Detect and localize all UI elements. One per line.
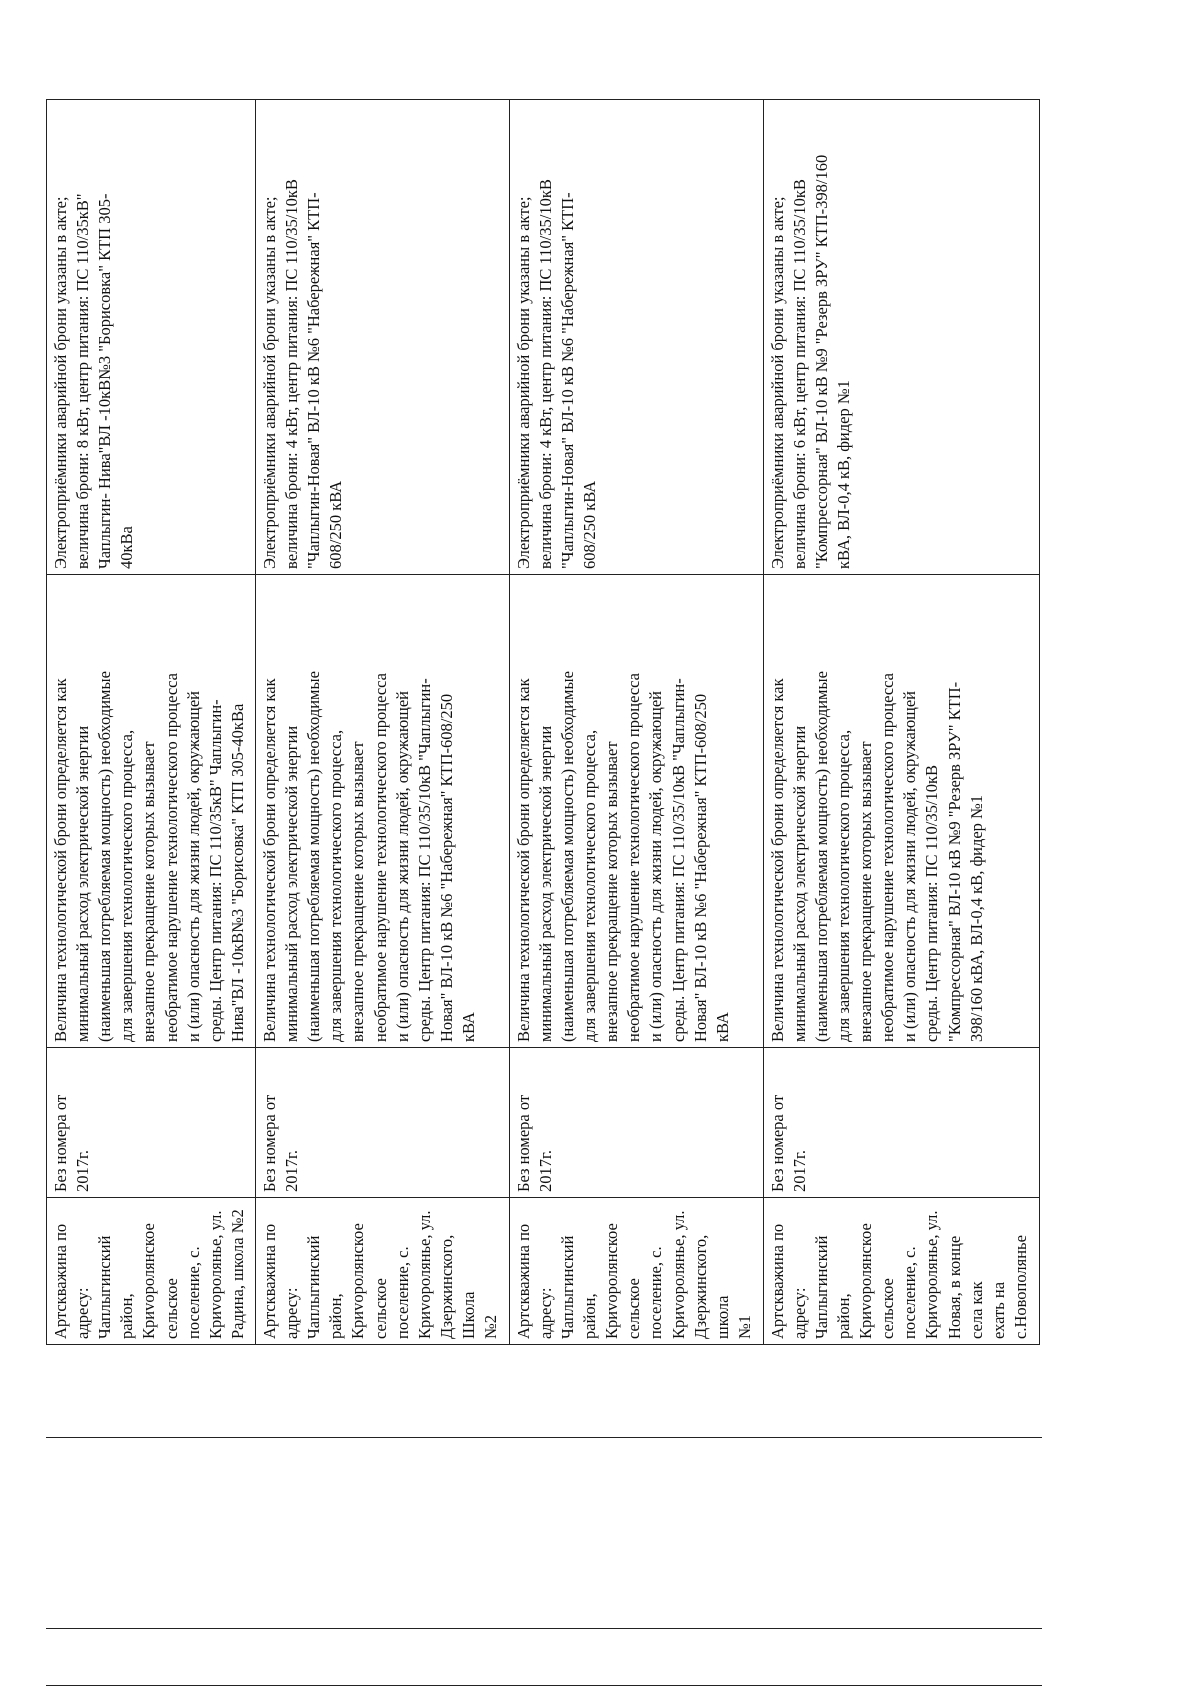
table-row (47, 100, 256, 1345)
emergency-reserve-cell: Электроприёмники аварийной брони указаны в акте; величина брони: 6 кВт, центр питания: ПС 110/35/10кВ "Компрессорная" ВЛ-10 кВ №9 "Резерв ЗРУ" КТП-398/160 кВА, ВЛ-0,4 кВ, фидер №1 (763, 100, 1039, 575)
technological-reserve-cell: Величина технологической брони определяется как минимальный расход электрической энергии (наименьшая потребляемая мощность) необходимые для завершения технологического процесса, внезапное прекращение которых вызывает необратимое нарушение технологического процесса и (или) опасность для жизни людей, окружающей среды. Центр питания: ПС 110/35/10кВ "Чаплыгин- Новая" ВЛ-10 кВ №6 "Набережная" КТП-608/250 кВА (255, 575, 509, 1048)
separator-line (46, 1685, 1042, 1686)
technological-reserve-cell: Величина технологической брони определяется как минимальный расход электрической энергии (наименьшая потребляемая мощность) необходимые для завершения технологического процесса, внезапное прекращение которых вызывает необратимое нарушение технологического процесса и (или) опасность для жизни людей, окружающей среды. Центр питания: ПС 110/35кВ" Чаплыгин- Нива"ВЛ -10кВ№3 "Борисовка" КТП 305-40кВа (47, 575, 256, 1048)
table-row (509, 100, 763, 1345)
technological-reserve-cell: Величина технологической брони определяется как минимальный расход электрической энергии (наименьшая потребляемая мощность) необходимые для завершения технологического процесса, внезапное прекращение которых вызывает необратимое нарушение технологического процесса и (или) опасность для жизни людей, окружающей среды. Центр питания: ПС 110/35/10кВ "Чаплыгин- Новая" ВЛ-10 кВ №6 "Набережная" КТП-608/250 кВА (509, 575, 763, 1048)
object-address-cell: Артскважина по адресу: Чаплыгинский район, Криvopолянское сельское поселение, с. Криvopолянье, ул. Радина, школа №2 (47, 1198, 256, 1345)
act-number-cell: Без номера от 2017г. (763, 1048, 1039, 1198)
act-number-cell: Без номера от 2017г. (509, 1048, 763, 1198)
act-number-cell: Без номера от 2017г. (255, 1048, 509, 1198)
rotated-table-container (46, 100, 1040, 1345)
act-number-cell: Без номера от 2017г. (47, 1048, 256, 1198)
technological-reserve-cell: Величина технологической брони определяется как минимальный расход электрической энергии (наименьшая потребляемая мощность) необходимые для завершения технологического процесса, внезапное прекращение которых вызывает необратимое нарушение технологического процесса и (или) опасность для жизни людей, окружающей среды. Центр питания: ПС 110/35/10кВ "Компрессорная" ВЛ-10 кВ №9 "Резерв ЗРУ" КТП- 398/160 кВА, ВЛ-0,4 кВ, фидер №1 (763, 575, 1039, 1048)
separator-line (46, 1437, 1042, 1438)
object-address-cell: Артскважина по адресу: Чаплыгинский район, Криvopолянское сельское поселение, с. Криvopолянье, ул. Дзержинского, школа №1 (509, 1198, 763, 1345)
object-address-cell: Артскважина по адресу: Чаплыгинский район, Криvopолянское сельское поселение, с. Криvopолянье, ул. Дзержинского, Школа №2 (255, 1198, 509, 1345)
object-address-cell: Артскважина по адресу: Чаплыгинский район, Криvopолянское сельское поселение, с. Криvopолянье, ул. Новая, в конце села как ехать на с.Новополянье (763, 1198, 1039, 1345)
table-row (763, 100, 1039, 1345)
reservation-table (46, 99, 1040, 1345)
separator-line (46, 1628, 1042, 1629)
emergency-reserve-cell: Электроприёмники аварийной брони указаны в акте; величина брони: 4 кВт, центр питания: ПС 110/35/10кВ "Чаплыгин-Новая" ВЛ-10 кВ №6 "Набережная" КТП- 608/250 кВА (509, 100, 763, 575)
emergency-reserve-cell: Электроприёмники аварийной брони указаны в акте; величина брони: 8 кВт, центр питания: ПС 110/35кВ" Чаплыгин- Нива"ВЛ -10кВ№3 "Борисовка" КТП 305- 40кВа (47, 100, 256, 575)
table-row (255, 100, 509, 1345)
emergency-reserve-cell: Электроприёмники аварийной брони указаны в акте; величина брони: 4 кВт, центр питания: ПС 110/35/10кВ "Чаплыгин-Новая" ВЛ-10 кВ №6 "Набережная" КТП- 608/250 кВА (255, 100, 509, 575)
